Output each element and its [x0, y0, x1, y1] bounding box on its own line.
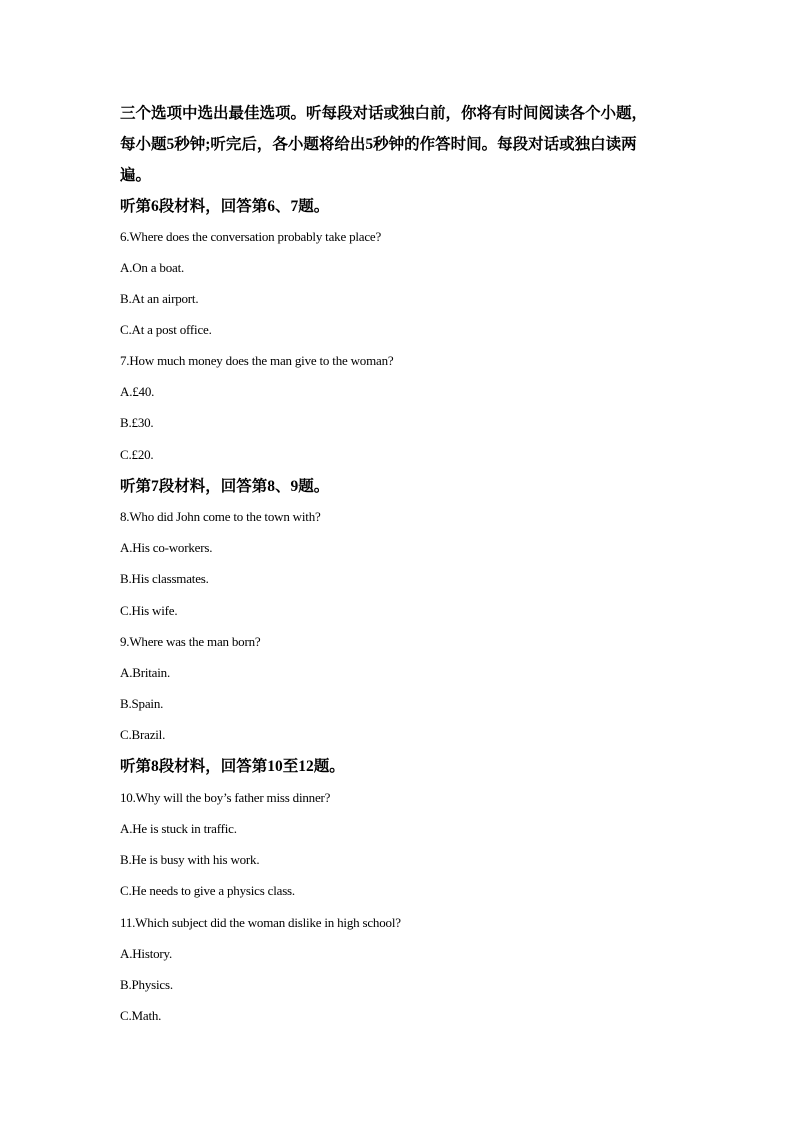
option-11a: A.History. [120, 946, 173, 961]
option-9b: B.Spain. [120, 696, 164, 711]
option-8c: C.His wife. [120, 603, 178, 618]
instructions-line: 遍。 [120, 167, 152, 184]
option-6c: C.At a post office. [120, 322, 212, 337]
option-10b: B.He is busy with his work. [120, 852, 260, 867]
section-heading-6: 听第6段材料，回答第6、7题。 [120, 198, 330, 215]
question-8: 8.Who did John come to the town with? [120, 509, 321, 524]
instructions-paragraph [120, 98, 680, 191]
option-11c: C.Math. [120, 1008, 162, 1023]
option-7b: B.£30. [120, 415, 154, 430]
option-6a: A.On a boat. [120, 260, 185, 275]
question-9: 9.Where was the man born? [120, 634, 261, 649]
option-11b: B.Physics. [120, 977, 173, 992]
question-10: 10.Why will the boy’s father miss dinner? [120, 790, 331, 805]
option-10c: C.He needs to give a physics class. [120, 883, 295, 898]
instructions-line: 每小题5秒钟;听完后，各小题将给出5秒钟的作答时间。每段对话或独白读两 [120, 136, 637, 153]
question-11: 11.Which subject did the woman dislike in high school? [120, 915, 401, 930]
section-heading-7: 听第7段材料，回答第8、9题。 [120, 478, 330, 495]
question-6: 6.Where does the conversation probably take place? [120, 229, 382, 244]
section-heading-8: 听第8段材料，回答第10至12题。 [120, 758, 345, 775]
option-10a: A.He is stuck in traffic. [120, 821, 237, 836]
instructions-line: 三个选项中选出最佳选项。听每段对话或独白前，你将有时间阅读各个小题， [120, 105, 648, 122]
option-7a: A.£40. [120, 384, 155, 399]
option-8a: A.His co-workers. [120, 540, 213, 555]
question-7: 7.How much money does the man give to the woman? [120, 353, 394, 368]
option-9a: A.Britain. [120, 665, 170, 680]
option-9c: C.Brazil. [120, 727, 166, 742]
option-6b: B.At an airport. [120, 291, 199, 306]
option-7c: C.£20. [120, 447, 154, 462]
option-8b: B.His classmates. [120, 571, 209, 586]
